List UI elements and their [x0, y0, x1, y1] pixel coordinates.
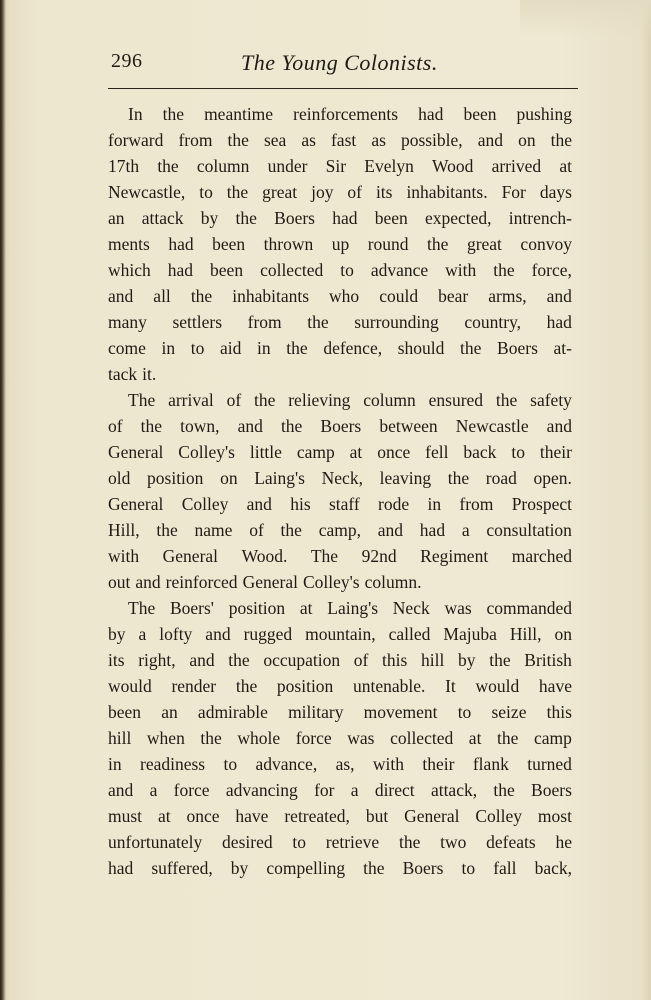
text-line: had suffered, by compelling the Boers to fall back,	[108, 858, 572, 878]
body-text	[108, 101, 572, 881]
text-line: and all the inhabitants who could bear arms, and	[108, 286, 572, 306]
paragraph	[108, 101, 572, 387]
text-line: Hill, the name of the camp, and had a consultation	[108, 520, 572, 540]
page-edge-shadow	[520, 0, 651, 38]
text-line: Newcastle, to the great joy of its inhabitants. For days	[108, 182, 572, 202]
text-line: General Colley's little camp at once fell back to their	[108, 442, 572, 462]
paragraph	[108, 387, 572, 595]
text-line: by a lofty and rugged mountain, called Majuba Hill, on	[108, 624, 572, 644]
page-header	[108, 44, 578, 78]
text-line: of the town, and the Boers between Newcastle and	[108, 416, 572, 436]
text-line: In the meantime reinforcements had been pushing	[128, 104, 572, 124]
text-line: which had been collected to advance with the force,	[108, 260, 572, 280]
text-line: The arrival of the relieving column ensured the safety	[128, 390, 572, 410]
header-rule	[108, 88, 578, 89]
text-line: out and reinforced General Colley's column.	[108, 572, 422, 592]
text-line: forward from the sea as fast as possible, and on the	[108, 130, 572, 150]
text-line: come in to aid in the defence, should the Boers at-	[108, 338, 572, 358]
text-line: old position on Laing's Neck, leaving the road open.	[108, 468, 572, 488]
text-line: 17th the column under Sir Evelyn Wood arrived at	[108, 156, 572, 176]
text-line: The Boers' position at Laing's Neck was commanded	[128, 598, 572, 618]
text-line: ments had been thrown up round the great convoy	[108, 234, 572, 254]
text-line: been an admirable military movement to seize this	[108, 702, 572, 722]
text-line: many settlers from the surrounding country, had	[108, 312, 572, 332]
text-line: hill when the whole force was collected at the camp	[108, 728, 572, 748]
running-title: The Young Colonists.	[241, 50, 438, 75]
text-line: in readiness to advance, as, with their flank turned	[108, 754, 572, 774]
text-line: an attack by the Boers had been expected, intrench-	[108, 208, 572, 228]
text-line: unfortunately desired to retrieve the two defeats he	[108, 832, 572, 852]
text-line: with General Wood. The 92nd Regiment marched	[108, 546, 572, 566]
paragraph	[108, 595, 572, 881]
text-line: must at once have retreated, but General Colley most	[108, 806, 572, 826]
text-line: General Colley and his staff rode in from Prospect	[108, 494, 572, 514]
text-line: tack it.	[108, 364, 157, 384]
text-line: would render the position untenable. It would have	[108, 676, 572, 696]
text-line: and a force advancing for a direct attack, the Boers	[108, 780, 572, 800]
page-number: 296	[111, 50, 143, 72]
text-line: its right, and the occupation of this hill by the British	[108, 650, 572, 670]
book-spine-edge	[0, 0, 6, 1000]
